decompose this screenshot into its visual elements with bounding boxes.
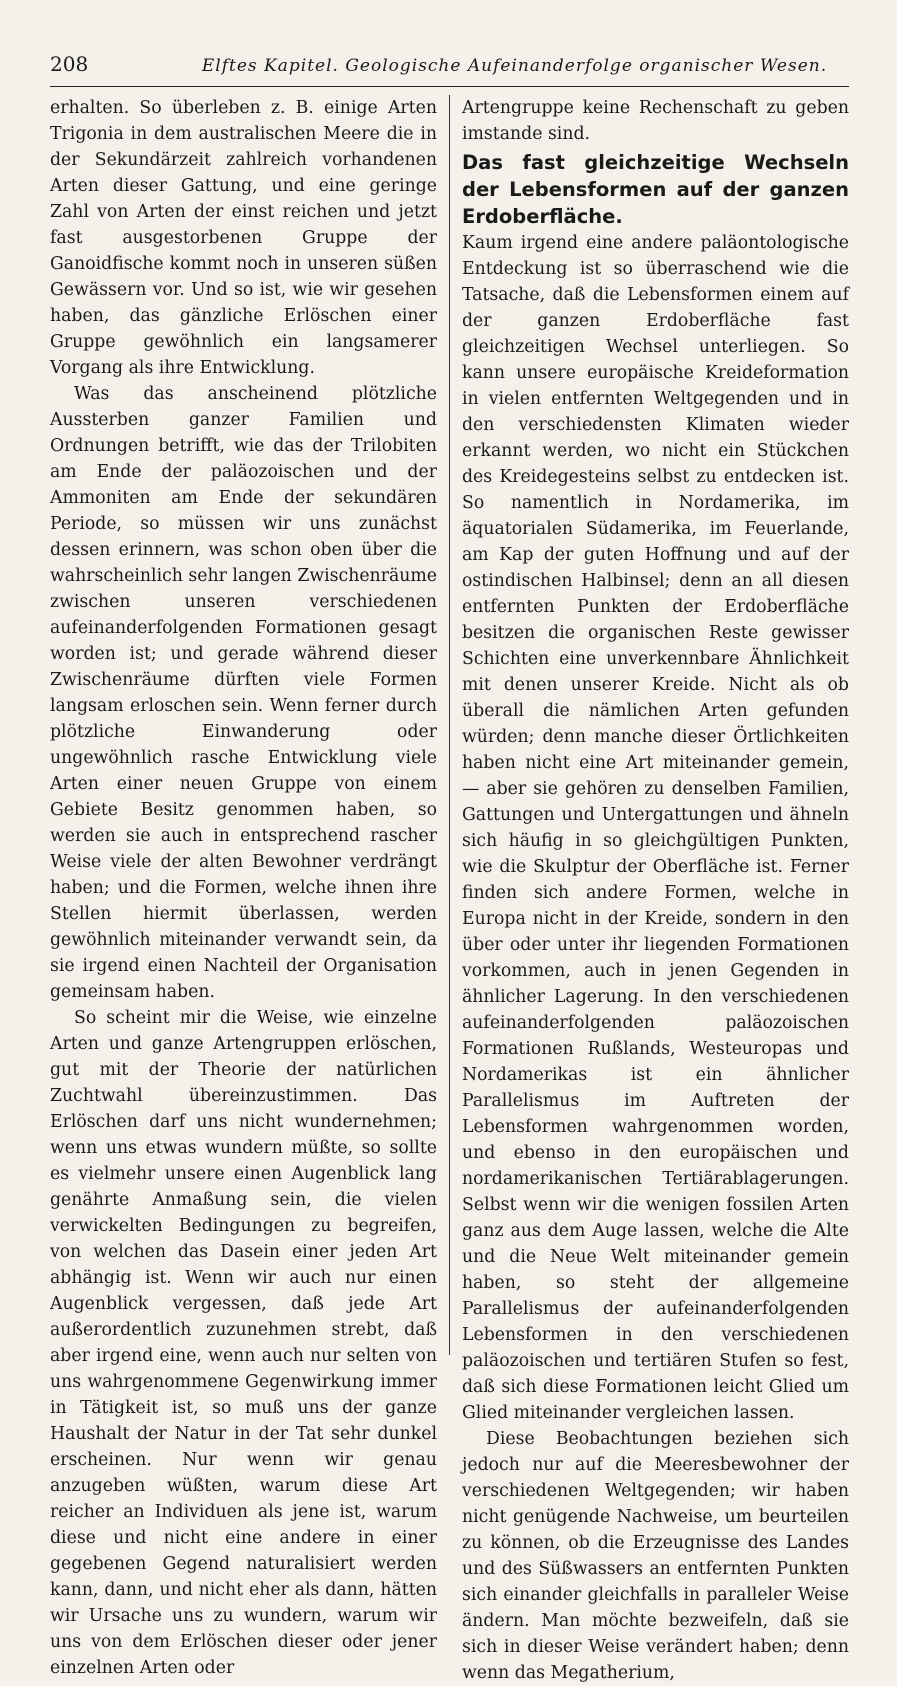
right-paragraph-1: Kaum irgend eine andere paläontologische Entdeckung ist so überraschend wie die Tatsache, daß die Lebensformen einem auf der ganzen Erdoberfläche fast gleichzeitigen Wechsel unterliegen. So kann unsere europäische Kreideformation in vielen entfernten Weltgegenden und in den verschiedensten Klimaten wieder erkannt werden, wo nicht ein Stückchen des Kreidegesteins selbst zu entdecken ist. So namentlich in Nordamerika, im äquatorialen Südamerika, im Feuerlande, am Kap der guten Hoffnung und auf der ostindischen Halbinsel; denn an all diesen entfernten Punkten der Erdoberfläche besitzen die organischen Reste gewisser Schichten eine unverkennbare Ähnlichkeit mit denen unserer Kreide. Nicht als ob überall die nämlichen Arten gefunden würden; denn manche dieser Örtlichkeiten haben nicht eine Art miteinander gemein, — aber sie gehören zu denselben Familien, Gattungen und Untergattungen und ähneln sich häufig in so gleichgültigen Punkten, wie die Skulptur der Oberfläche ist. Ferner finden sich andere Formen, welche in Europa nicht in der Kreide, sondern in den über oder unter ihr liegenden Formationen vorkommen, auch in jenen Gegenden in ähnlicher Lagerung. In den verschiedenen aufeinanderfolgenden paläozoischen Formationen Rußlands, Westeuropas und Nordamerikas ist ein ähnlicher Parallelismus im Auftreten der Lebensformen wahrgenommen worden, und ebenso in den europäischen und nordamerikanischen Tertiärablagerungen. Selbst wenn wir die wenigen fossilen Arten ganz aus dem Auge lassen, welche die Alte und die Neue Welt miteinander gemein haben, so steht der allgemeine Parallelismus der aufeinanderfolgenden Lebensformen in den verschiedenen paläozoischen und tertiären Stufen so fest, daß sich diese Formationen leicht Glied um Glied miteinander vergleichen lassen. [462, 233, 849, 1423]
page-number: 208 [50, 52, 89, 76]
running-title: Elftes Kapitel. Geologische Aufeinanderfolge organischer Wesen. [201, 56, 828, 76]
left-paragraph-1: erhalten. So überleben z. B. einige Arten Trigonia in dem australischen Meere die in der Sekundärzeit zahlreich vorhandenen Arten dieser Gattung, und eine geringe Zahl von Arten der einst reichen und jetzt fast ausgestorbenen Gruppe der Ganoidfische kommt noch in unseren süßen Gewässern vor. Und so ist, wie wir gesehen haben, das gänzliche Erlöschen einer Gruppe gewöhnlich ein langsamerer Vorgang als ihre Entwicklung. [50, 98, 437, 378]
right-column [450, 95, 849, 1683]
text-columns [50, 95, 849, 1683]
right-paragraph-2: Diese Beobachtungen beziehen sich jedoch nur auf die Meeresbewohner der verschiedenen Weltgegenden; wir haben nicht genügende Nachweise, um beurteilen zu können, ob die Erzeugnisse des Landes und des Süßwassers an entfernten Punkten sich einander gleichfalls in paralleler Weise ändern. Man möchte bezweifeln, daß sie sich in dieser Weise verändert haben; denn wenn das Megatherium, [462, 1429, 849, 1683]
page-header [50, 52, 849, 87]
left-column [50, 95, 450, 1678]
section-heading: Das fast gleichzeitige Wechseln der Lebensformen auf der ganzen Erdoberfläche. [462, 151, 849, 228]
left-paragraph-2: Was das anscheinend plötzliche Aussterben ganzer Familien und Ordnungen betrifft, wie das der Trilobiten am Ende der paläozoischen und der Ammoniten am Ende der sekundären Periode, so müssen wir uns zunächst dessen erinnern, was schon oben über die wahrscheinlich sehr langen Zwischenräume zwischen unseren verschiedenen aufeinanderfolgenden Formationen gesagt worden ist; und gerade während dieser Zwischenräume dürften viele Formen langsam erloschen sein. Wenn ferner durch plötzliche Einwanderung oder ungewöhnlich rasche Entwicklung viele Arten einer neuen Gruppe von einem Gebiete Besitz genommen haben, so werden sie auch in entsprechend rascher Weise viele der alten Bewohner verdrängt haben; und die Formen, welche ihnen ihre Stellen hiermit überlassen, werden gewöhnlich miteinander verwandt sein, da sie irgend einen Nachteil der Organisation gemeinsam haben. [50, 384, 437, 1002]
right-opening-text: Artengruppe keine Rechenschaft zu geben imstande sind. [462, 98, 849, 144]
left-paragraph-3: So scheint mir die Weise, wie einzelne Arten und ganze Artengruppen erlöschen, gut mit der Theorie der natürlichen Zuchtwahl übereinzustimmen. Das Erlöschen darf uns nicht wundernehmen; wenn uns etwas wundern müßte, so sollte es vielmehr unsere einen Augenblick lang genährte Anmaßung sein, die vielen verwickelten Bedingungen zu begreifen, von welchen das Dasein einer jeden Art abhängig ist. Wenn wir auch nur einen Augenblick vergessen, daß jede Art außerordentlich zuzunehmen strebt, daß aber irgend eine, wenn auch nur selten von uns wahrgenommene Gegenwirkung immer in Tätigkeit ist, so muß uns der ganze Haushalt der Natur in der Tat sehr dunkel erscheinen. Nur wenn wir genau anzugeben wüßten, warum diese Art reicher an Individuen als jene ist, warum diese und nicht eine andere in einer gegebenen Gegend naturalisiert werden kann, dann, und nicht eher als dann, hätten wir Ursache uns zu wundern, warum wir uns von dem Erlöschen dieser oder jener einzelnen Arten oder [50, 1008, 437, 1678]
